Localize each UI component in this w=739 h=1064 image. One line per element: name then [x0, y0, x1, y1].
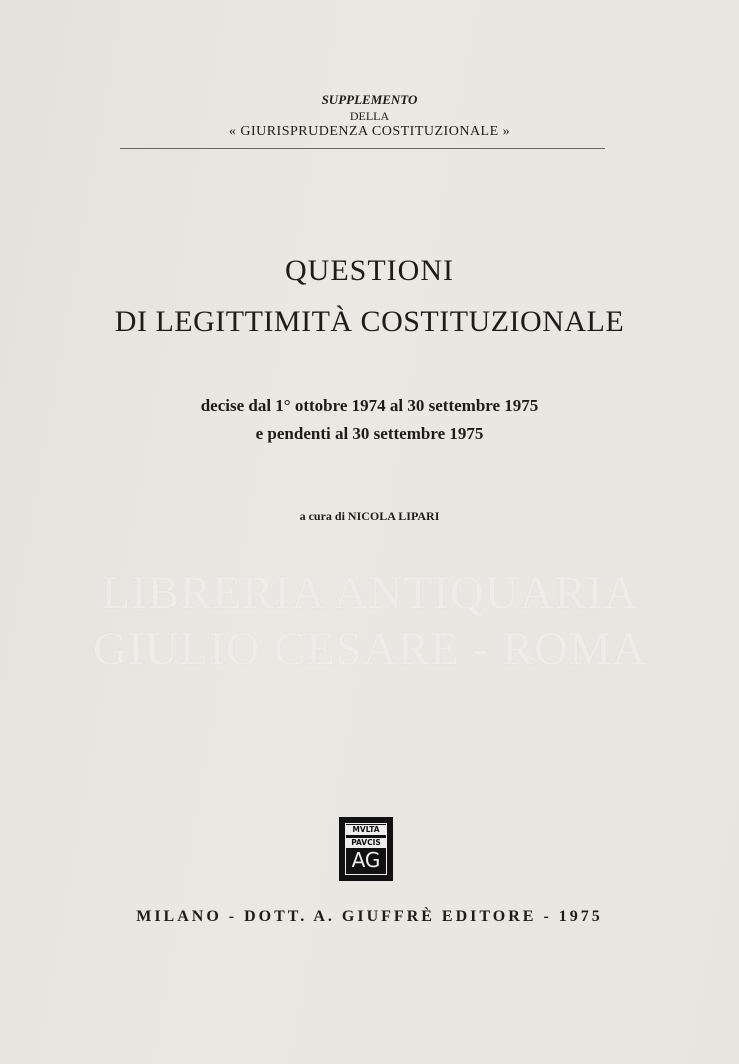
logo-text-3: AG: [351, 848, 381, 872]
title-line-2: DI LEGITTIMITÀ COSTITUZIONALE: [114, 305, 625, 338]
title-line-1: QUESTIONI: [285, 254, 454, 287]
divider: [120, 148, 605, 149]
publisher-line: MILANO - DOTT. A. GIUFFRÈ EDITORE - 1975: [136, 908, 603, 925]
publisher-logo: [340, 818, 392, 880]
logo-text-2: PAVCIS: [346, 838, 386, 848]
series-supplement: SUPPLEMENTO: [321, 92, 418, 107]
series-della: DELLA: [349, 109, 390, 123]
editor-credit: a cura di NICOLA LIPARI: [299, 509, 440, 523]
subtitle-line-2: e pendenti al 30 settembre 1975: [255, 424, 484, 443]
subtitle-line-1: decise dal 1° ottobre 1974 al 30 settembre 1975: [200, 396, 539, 415]
logo-text-1: MVLTA: [346, 825, 386, 835]
watermark: LIBRERIA ANTIQUARIA GIULIO CESARE - ROMA: [93, 567, 647, 675]
series-title: « GIURISPRUDENZA COSTITUZIONALE »: [228, 124, 511, 139]
